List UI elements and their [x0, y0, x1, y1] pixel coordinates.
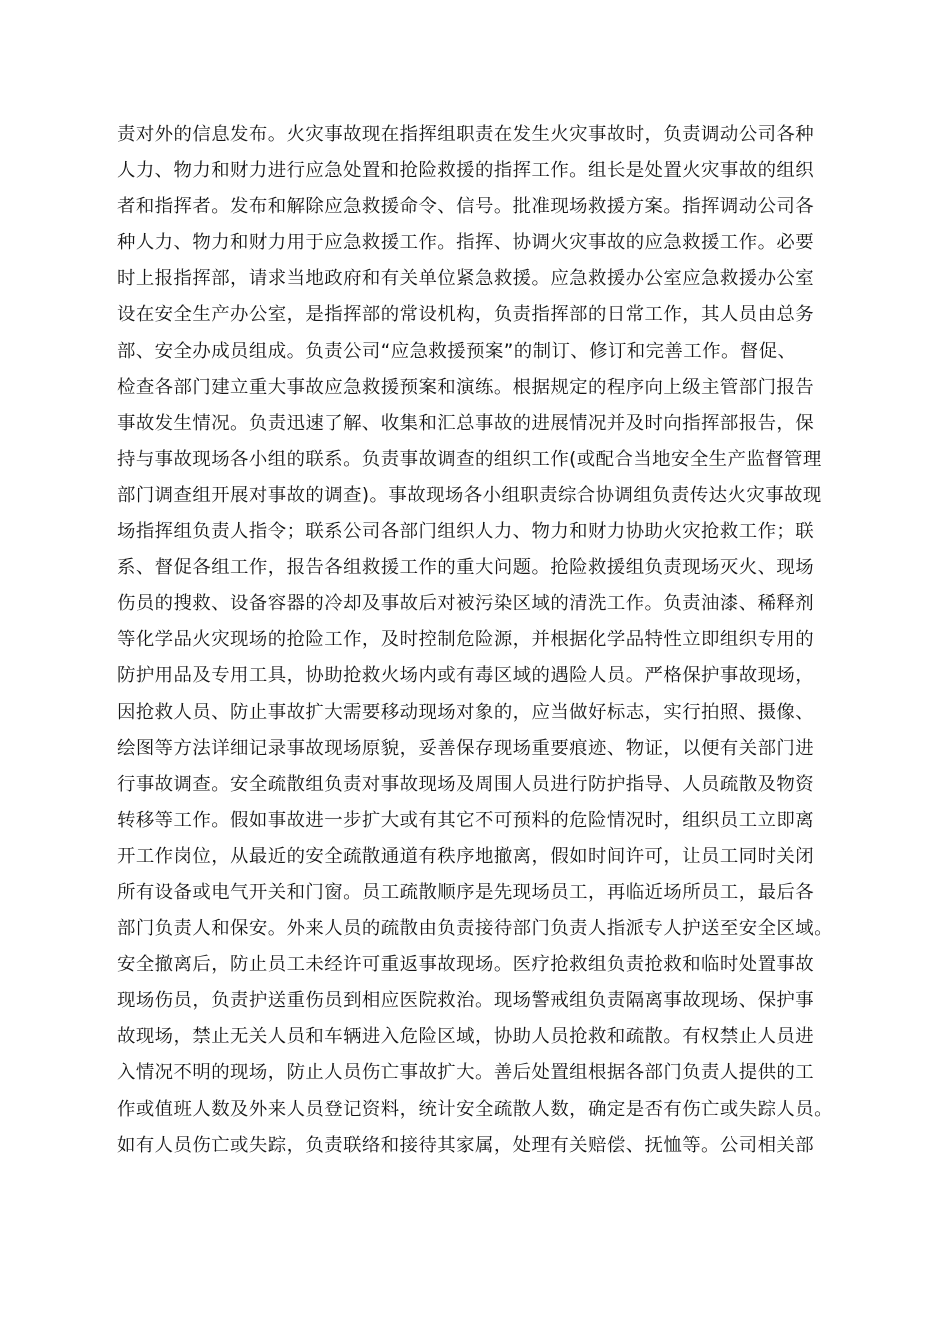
text-line: 事故发生情况。负责迅速了解、收集和汇总事故的进展情况并及时向指挥部报告，保: [117, 412, 815, 434]
text-line: 责对外的信息发布。火灾事故现在指挥组职责在发生火灾事故时，负责调动公司各种: [117, 124, 815, 145]
text-line: 所有设备或电气开关和门窗。员工疏散顺序是先现场员工，再临近场所员工，最后各: [117, 881, 815, 903]
text-line: 部门负责人和保安。外来人员的疏散由负责接待部门负责人指派专人护送至安全区域。: [117, 918, 833, 940]
text-line: 转移等工作。假如事故进一步扩大或有其它不可预料的危险情况时，组织员工立即离: [117, 809, 815, 831]
text-line: 系、督促各组工作，报告各组救援工作的重大问题。抢险救援组负责现场灭火、现场: [117, 557, 815, 579]
text-line: 检查各部门建立重大事故应急救援预案和演练。根据规定的程序向上级主管部门报告: [117, 376, 815, 398]
text-line: 场指挥组负责人指令；联系公司各部门组织人力、物力和财力协助火灾抢救工作；联: [117, 521, 815, 543]
text-line: 行事故调查。安全疏散组负责对事故现场及周围人员进行防护指导、人员疏散及物资: [117, 773, 815, 795]
text-line: 入情况不明的现场，防止人员伤亡事故扩大。善后处置组根据各部门负责人提供的工: [117, 1062, 815, 1084]
text-line: 持与事故现场各小组的联系。负责事故调查的组织工作(或配合当地安全生产监督管理: [117, 448, 822, 470]
text-line: 者和指挥者。发布和解除应急救援命令、信号。批准现场救援方案。指挥调动公司各: [117, 196, 815, 218]
text-line: 现场伤员，负责护送重伤员到相应医院救治。现场警戒组负责隔离事故现场、保护事: [117, 990, 815, 1012]
text-line: 开工作岗位，从最近的安全疏散通道有秩序地撤离，假如时间许可，让员工同时关闭: [117, 845, 815, 867]
text-line: 种人力、物力和财力用于应急救援工作。指挥、协调火灾事故的应急救援工作。必要: [117, 232, 815, 254]
text-line: 设在安全生产办公室，是指挥部的常设机构，负责指挥部的日常工作，其人员由总务: [117, 304, 815, 326]
text-line: 故现场，禁止无关人员和车辆进入危险区域，协助人员抢救和疏散。有权禁止人员进: [117, 1026, 815, 1048]
text-line: 人力、物力和财力进行应急处置和抢险救援的指挥工作。组长是处置火灾事故的组织: [117, 160, 815, 182]
text-line: 伤员的搜救、设备容器的冷却及事故后对被污染区域的清洗工作。负责油漆、稀释剂: [117, 593, 815, 615]
text-line: 部门调查组开展对事故的调查)。事故现场各小组职责综合协调组负责传达火灾事故现: [117, 484, 822, 506]
text-line: 绘图等方法详细记录事故现场原貌，妥善保存现场重要痕迹、物证，以便有关部门进: [117, 737, 815, 759]
text-line: 部、安全办成员组成。负责公司“应急救援预案”的制订、修订和完善工作。督促、: [117, 340, 797, 362]
text-line: 等化学品火灾现场的抢险工作，及时控制危险源，并根据化学品特性立即组织专用的: [117, 629, 815, 651]
text-line: 因抢救人员、防止事故扩大需要移动现场对象的，应当做好标志，实行拍照、摄像、: [117, 701, 815, 723]
text-line: 作或值班人数及外来人员登记资料，统计安全疏散人数，确定是否有伤亡或失踪人员。: [117, 1098, 833, 1120]
text-line: 如有人员伤亡或失踪，负责联络和接待其家属，处理有关赔偿、抚恤等。公司相关部: [117, 1134, 815, 1156]
body-text: [117, 117, 857, 1164]
text-line: 安全撤离后，防止员工未经许可重返事故现场。医疗抢救组负责抢救和临时处置事故: [117, 954, 815, 976]
text-line: 防护用品及专用工具，协助抢救火场内或有毒区域的遇险人员。严格保护事故现场，: [117, 665, 815, 687]
text-line: 时上报指挥部，请求当地政府和有关单位紧急救援。应急救援办公室应急救援办公室: [117, 268, 815, 290]
